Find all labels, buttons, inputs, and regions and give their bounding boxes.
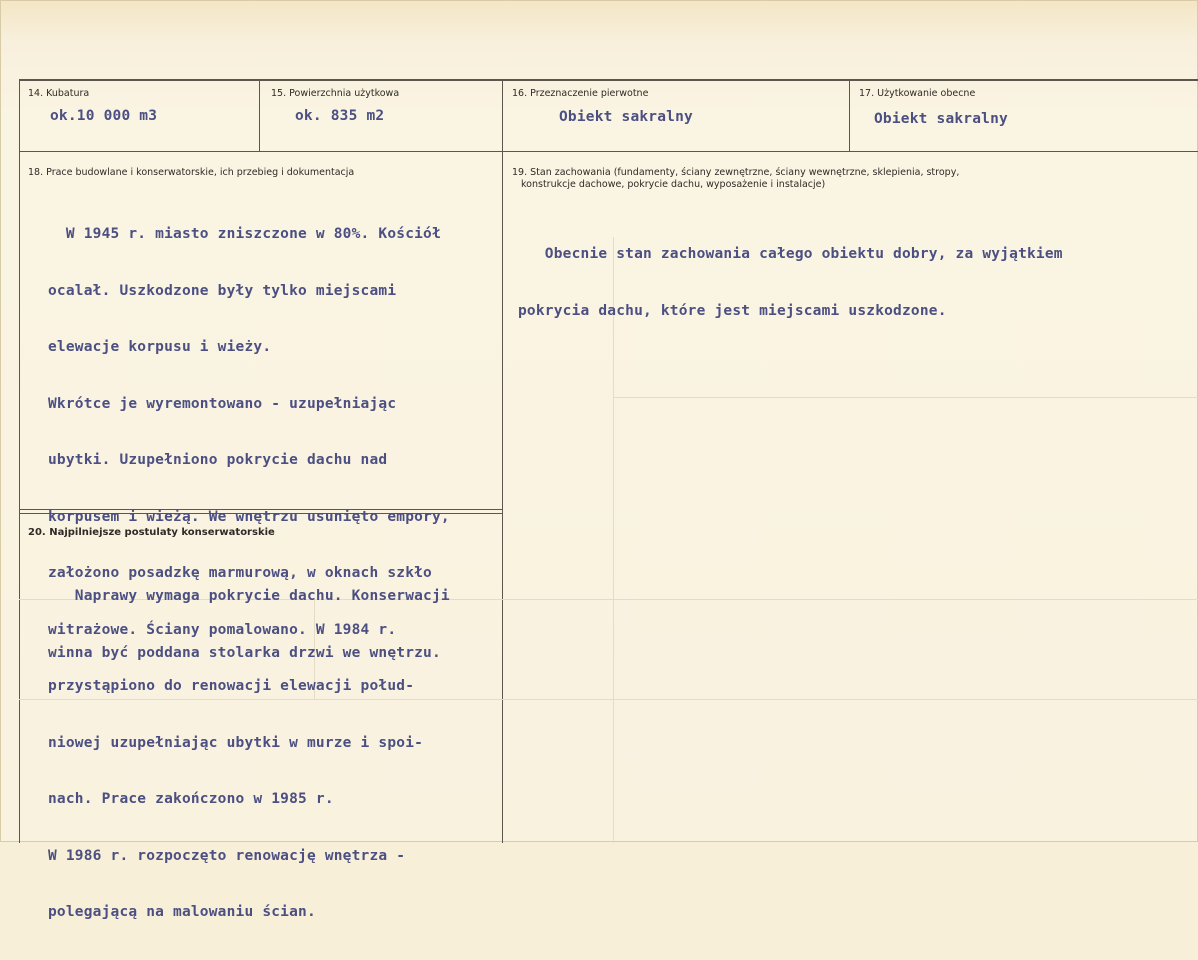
powierzchnia-label: 15. Powierzchnia użytkowa [271, 88, 400, 99]
prace-line: ocalał. Uszkodzone były tylko miejscami [48, 282, 397, 299]
prace-line: elewacje korpusu i wieży. [48, 339, 272, 355]
uzytkowanie-value: Obiekt sakralny [874, 111, 1008, 127]
kubatura-label: 14. Kubatura [28, 88, 90, 99]
prace-line: W 1986 r. rozpoczęto renowację wnętrza - [48, 847, 406, 864]
row1-bottom-rule [19, 151, 1198, 152]
ghost-rule [503, 599, 1198, 600]
divider-16-17 [849, 79, 850, 151]
postulaty-label: 20. Najpilniejsze postulaty konserwatorskie [28, 527, 275, 538]
prace-line: polegającą na malowaniu ścian. [48, 904, 316, 920]
prace-line: korpusem i wieżą. We wnętrzu usunięto empory, [48, 508, 450, 525]
przeznaczenie-label: 16. Przeznaczenie pierwotne [512, 88, 649, 99]
prace-line: nach. Prace zakończono w 1985 r. [48, 791, 334, 807]
ghost-rule [613, 397, 1198, 398]
kubatura-value: ok.10 000 m3 [50, 108, 158, 124]
postulaty-text [48, 549, 450, 700]
stan-text [518, 207, 1063, 358]
top-rule [19, 79, 1198, 81]
left-border [19, 79, 20, 843]
prace-line: ubytki. Uzupełniono pokrycie dachu nad [48, 452, 388, 468]
postulaty-line: winna być poddana stolarka drzwi we wnętrzu. [48, 644, 441, 661]
prace-label: 18. Prace budowlane i konserwatorskie, ich przebieg i dokumentacja [28, 167, 355, 178]
prace-line: W 1945 r. miasto zniszczone w 80%. Kościół [48, 226, 441, 242]
stan-line: Obecnie stan zachowania całego obiektu dobry, za wyjątkiem [518, 246, 1063, 262]
ghost-rule [503, 699, 1198, 700]
ghost-rule [613, 599, 614, 843]
divider-14-15 [259, 79, 260, 151]
stan-line: pokrycia dachu, które jest miejscami uszkodzone. [518, 302, 947, 319]
prace-line: Wkrótce je wyremontowano - uzupełniając [48, 395, 397, 412]
divider-15-16 [502, 79, 503, 843]
przeznaczenie-value: Obiekt sakralny [559, 109, 693, 125]
prace-line: przystąpiono do renowacji elewacji połud- [48, 678, 415, 694]
prace-line: niowej uzupełniając ubytki w murze i spoi- [48, 734, 424, 751]
uzytkowanie-label: 17. Użytkowanie obecne [859, 88, 976, 99]
prace-line: założono posadzkę marmurową, w oknach szkło [48, 565, 432, 581]
stan-label-line2: konstrukcje dachowe, pokrycie dachu, wyposażenie i instalacje) [521, 179, 826, 190]
prace-line: witrażowe. Ściany pomalowano. W 1984 r. [48, 621, 397, 638]
postulaty-line: Naprawy wymaga pokrycie dachu. Konserwacji [48, 588, 450, 604]
stan-label-line1: 19. Stan zachowania (fundamenty, ściany zewnętrzne, ściany wewnętrzne, sklepienia, stropy, [512, 167, 960, 178]
powierzchnia-value: ok. 835 m2 [295, 108, 385, 124]
